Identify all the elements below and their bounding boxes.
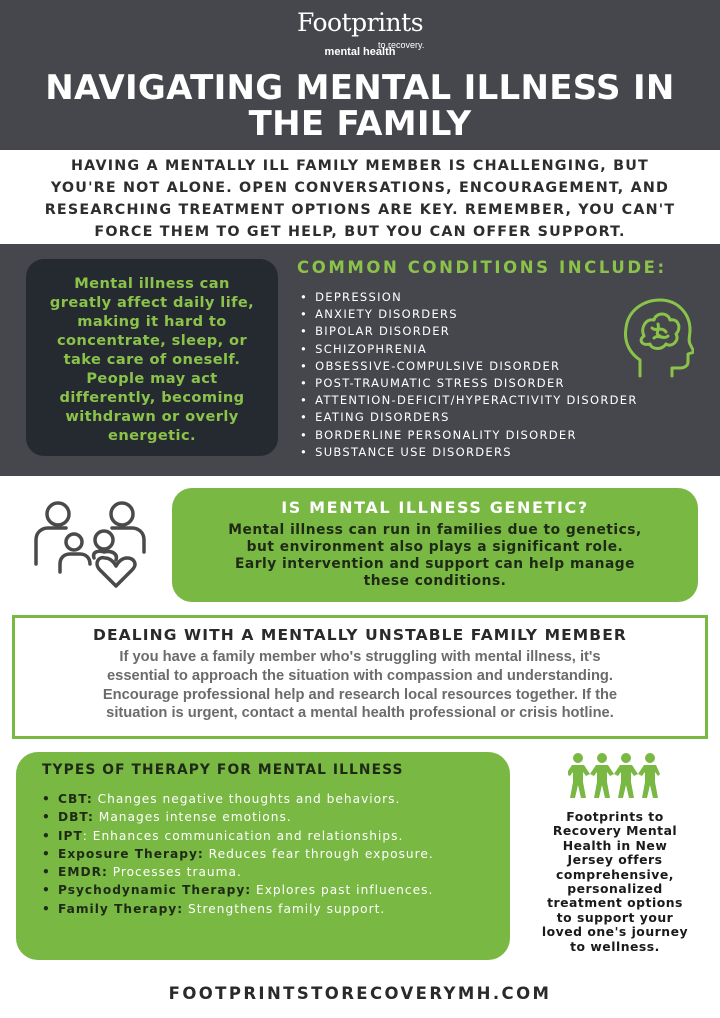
side-note-line: treatment options [547, 895, 683, 911]
genetic-title: IS MENTAL ILLNESS GENETIC? [281, 498, 589, 517]
header [0, 0, 720, 150]
genetic-line: but environment also plays a significant role. [246, 539, 624, 555]
page-title-line-2: THE FAMILY [248, 104, 472, 144]
impact-note-line: making it hard to [77, 313, 227, 330]
condition-item: • SUBSTANCE USE DISORDERS [300, 444, 638, 461]
genetic-line: Mental illness can run in families due to genetics, [228, 522, 642, 538]
therapy-name: EMDR: [58, 865, 108, 880]
therapy-item [42, 845, 504, 863]
therapy-desc: Manages intense emotions. [93, 810, 292, 825]
brand-subtitle: to recovery. [378, 40, 425, 50]
condition-item: • BORDERLINE PERSONALITY DISORDER [300, 427, 638, 444]
impact-note-line: Mental illness can [74, 275, 230, 292]
side-note-line: Recovery Mental [552, 823, 678, 839]
condition-item: • SCHIZOPHRENIA [300, 341, 638, 358]
side-note-line: loved one's journey [541, 924, 689, 940]
conditions-list [300, 289, 638, 461]
condition-item: • OBSESSIVE-COMPULSIVE DISORDER [300, 358, 638, 375]
genetic-line: Early intervention and support can help manage [234, 556, 635, 572]
intro-line: HAVING A MENTALLY ILL FAMILY MEMBER IS CHALLENGING, BUT [71, 158, 649, 174]
head-brain-icon [618, 296, 694, 380]
therapy-panel [16, 752, 510, 960]
impact-note-line: People may act [86, 370, 218, 387]
brand-tagline: mental health [324, 46, 396, 58]
intro-line: FORCE THEM TO GET HELP, BUT YOU CAN OFFER SUPPORT. [94, 224, 626, 240]
therapy-item [42, 808, 504, 826]
family-heart-icon [32, 500, 148, 588]
dealing-title: DEALING WITH A MENTALLY UNSTABLE FAMILY MEMBER [93, 626, 627, 644]
dealing-line: If you have a family member who's struggling with mental illness, it's [119, 649, 601, 665]
intro-line: RESEARCHING TREATMENT OPTIONS ARE KEY. REMEMBER, YOU CAN'T [44, 202, 676, 218]
therapy-list [42, 790, 504, 918]
therapy-item [42, 790, 504, 808]
dealing-line: Encourage professional help and research local resources together. If the [102, 686, 618, 703]
dealing-panel [12, 615, 708, 739]
side-note-line: to wellness. [570, 938, 660, 954]
therapy-desc: Processes trauma. [107, 865, 242, 880]
impact-note-line: withdrawn or overly [65, 408, 239, 425]
intro-text [0, 152, 720, 242]
condition-item: • ATTENTION-DEFICIT/HYPERACTIVITY DISORDER [300, 392, 638, 409]
impact-note [26, 259, 278, 456]
genetic-line: these conditions. [363, 573, 507, 589]
therapy-title: TYPES OF THERAPY FOR MENTAL ILLNESS [42, 762, 404, 778]
therapy-desc: Changes negative thoughts and behaviors. [92, 792, 401, 806]
condition-item: • EATING DISORDERS [300, 409, 638, 426]
therapy-name: IPT [58, 828, 83, 843]
therapy-name: Psychodynamic Therapy: [58, 883, 252, 898]
conditions-section [0, 244, 720, 476]
intro-line: YOU'RE NOT ALONE. OPEN CONVERSATIONS, ENCOURAGEMENT, AND [50, 180, 670, 196]
condition-item: • ANXIETY DISORDERS [300, 306, 638, 323]
dealing-text [15, 648, 705, 723]
therapy-item [42, 900, 504, 918]
impact-note-line: take care of oneself. [63, 351, 241, 368]
condition-item: • BIPOLAR DISORDER [300, 323, 638, 340]
therapy-item [42, 863, 504, 881]
genetic-panel [172, 488, 698, 602]
therapy-name: Exposure Therapy: [58, 846, 204, 861]
impact-note-line: concentrate, sleep, or [56, 332, 248, 349]
impact-note-line: differently, becoming [59, 389, 245, 406]
side-note [522, 810, 708, 954]
conditions-title: COMMON CONDITIONS INCLUDE: [297, 258, 667, 277]
therapy-desc: Strengthens family support. [183, 901, 386, 916]
side-note-line: to support your [556, 909, 674, 925]
therapy-item [42, 827, 504, 845]
side-note-line: Health in New [562, 837, 668, 853]
therapy-desc: Reduces fear through exposure. [203, 846, 434, 861]
side-note-line: personalized [567, 881, 663, 897]
therapy-name: CBT: [58, 792, 93, 806]
dealing-line: essential to approach the situation with compassion and understanding. [107, 667, 613, 684]
dealing-line: situation is urgent, contact a mental health professional or crisis hotline. [106, 705, 614, 722]
impact-note-line: greatly affect daily life, [49, 294, 255, 311]
condition-item: • POST-TRAUMATIC STRESS DISORDER [300, 375, 638, 392]
brand-logo[interactable] [0, 8, 720, 50]
footer-url-link[interactable]: FOOTPRINTSTORECOVERYMH.COM [168, 984, 552, 1003]
side-note-line: Footprints to [566, 809, 664, 824]
brand-name: Footprints [296, 8, 424, 37]
people-chain-icon [568, 752, 660, 800]
side-note-line: comprehensive, [555, 866, 674, 882]
page-title-line-1: NAVIGATING MENTAL ILLNESS IN [45, 68, 675, 108]
impact-note-line: energetic. [108, 427, 196, 444]
side-note-line: Jersey offers [567, 852, 663, 868]
condition-item: • DEPRESSION [300, 289, 638, 306]
therapy-item [42, 881, 504, 899]
page-title [0, 70, 720, 142]
therapy-name: DBT: [58, 810, 94, 825]
therapy-name: Family Therapy: [58, 901, 184, 916]
therapy-desc: Explores past influences. [251, 883, 434, 898]
therapy-desc: : Enhances communication and relationships. [82, 828, 404, 843]
genetic-text [172, 522, 698, 590]
